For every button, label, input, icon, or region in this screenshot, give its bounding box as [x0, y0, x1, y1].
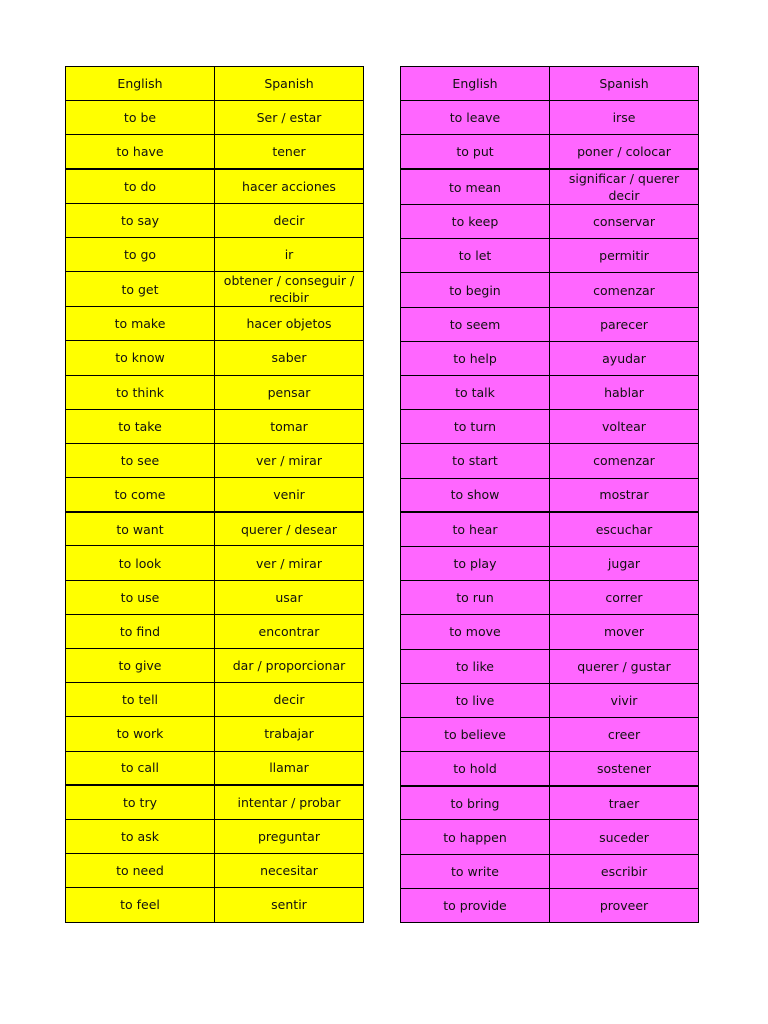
english-verb-cell: to hold [401, 752, 550, 786]
spanish-translation-cell: parecer [550, 307, 699, 341]
spanish-translation-cell: trabajar [215, 717, 364, 751]
spanish-translation-cell: decir [215, 683, 364, 717]
table-row [66, 272, 364, 307]
english-verb-cell: to do [66, 169, 215, 203]
english-verb-cell: to talk [401, 376, 550, 410]
spanish-translation-cell: sentir [215, 888, 364, 922]
table-row [66, 580, 364, 614]
spanish-translation-cell: conservar [550, 205, 699, 239]
spanish-translation-cell: correr [550, 581, 699, 615]
english-verb-cell: to ask [66, 819, 215, 853]
table-row [66, 751, 364, 785]
spanish-translation-cell: preguntar [215, 819, 364, 853]
table-row [401, 615, 699, 649]
english-verb-cell: to come [66, 478, 215, 512]
spanish-translation-cell: ver / mirar [215, 546, 364, 580]
header-spanish: Spanish [215, 67, 364, 101]
table-row [66, 203, 364, 237]
spanish-translation-cell: significar / querer decir [550, 169, 699, 205]
english-verb-cell: to play [401, 546, 550, 580]
english-verb-cell: to turn [401, 410, 550, 444]
english-verb-cell: to use [66, 580, 215, 614]
spanish-translation-cell: escribir [550, 854, 699, 888]
spanish-translation-cell: hablar [550, 376, 699, 410]
english-verb-cell: to try [66, 785, 215, 819]
table-row [66, 135, 364, 169]
english-verb-cell: to seem [401, 307, 550, 341]
english-verb-cell: to find [66, 614, 215, 648]
spanish-translation-cell: querer / desear [215, 512, 364, 546]
table-row [401, 135, 699, 169]
vocabulary-table-right [400, 66, 699, 923]
table-row [401, 717, 699, 751]
spanish-translation-cell: irse [550, 101, 699, 135]
spanish-translation-cell: ir [215, 237, 364, 271]
table-row [401, 512, 699, 546]
english-verb-cell: to say [66, 203, 215, 237]
table-row [401, 546, 699, 580]
table-row [401, 820, 699, 854]
spanish-translation-cell: sostener [550, 752, 699, 786]
table-row [66, 888, 364, 922]
english-verb-cell: to work [66, 717, 215, 751]
spanish-translation-cell: suceder [550, 820, 699, 854]
english-verb-cell: to think [66, 375, 215, 409]
english-verb-cell: to mean [401, 169, 550, 205]
spanish-translation-cell: tener [215, 135, 364, 169]
english-verb-cell: to start [401, 444, 550, 478]
table-row [401, 205, 699, 239]
table-row [66, 717, 364, 751]
table-row [401, 410, 699, 444]
table-row [401, 273, 699, 307]
table-row [401, 683, 699, 717]
header-english: English [401, 67, 550, 101]
spanish-translation-cell: necesitar [215, 854, 364, 888]
table-row [401, 239, 699, 273]
spanish-translation-cell: creer [550, 717, 699, 751]
english-verb-cell: to keep [401, 205, 550, 239]
table-row [401, 854, 699, 888]
table-row [66, 443, 364, 477]
spanish-translation-cell: mover [550, 615, 699, 649]
english-verb-cell: to be [66, 101, 215, 135]
spanish-translation-cell: proveer [550, 888, 699, 922]
table-row [66, 307, 364, 341]
english-verb-cell: to help [401, 341, 550, 375]
english-verb-cell: to know [66, 341, 215, 375]
table-row [66, 683, 364, 717]
english-verb-cell: to feel [66, 888, 215, 922]
table-row [66, 375, 364, 409]
english-verb-cell: to want [66, 512, 215, 546]
table-row [66, 478, 364, 512]
spanish-translation-cell: hacer objetos [215, 307, 364, 341]
english-verb-cell: to happen [401, 820, 550, 854]
table-row [401, 752, 699, 786]
spanish-translation-cell: decir [215, 203, 364, 237]
english-verb-cell: to take [66, 409, 215, 443]
table-row [66, 512, 364, 546]
spanish-translation-cell: comenzar [550, 444, 699, 478]
table-row [66, 409, 364, 443]
english-verb-cell: to run [401, 581, 550, 615]
spanish-translation-cell: pensar [215, 375, 364, 409]
table-row [66, 101, 364, 135]
table-row [401, 101, 699, 135]
spanish-translation-cell: mostrar [550, 478, 699, 512]
english-verb-cell: to need [66, 854, 215, 888]
spanish-translation-cell: poner / colocar [550, 135, 699, 169]
table-row [401, 581, 699, 615]
english-verb-cell: to write [401, 854, 550, 888]
table-row [401, 649, 699, 683]
spanish-translation-cell: saber [215, 341, 364, 375]
english-verb-cell: to let [401, 239, 550, 273]
table-row [66, 546, 364, 580]
table-row [401, 307, 699, 341]
english-verb-cell: to see [66, 443, 215, 477]
spanish-translation-cell: tomar [215, 409, 364, 443]
spanish-translation-cell: venir [215, 478, 364, 512]
english-verb-cell: to give [66, 649, 215, 683]
table-row [66, 341, 364, 375]
spanish-translation-cell: jugar [550, 546, 699, 580]
table-row [66, 169, 364, 203]
english-verb-cell: to make [66, 307, 215, 341]
english-verb-cell: to begin [401, 273, 550, 307]
table-row [401, 341, 699, 375]
english-verb-cell: to leave [401, 101, 550, 135]
spanish-translation-cell: ayudar [550, 341, 699, 375]
english-verb-cell: to like [401, 649, 550, 683]
english-verb-cell: to get [66, 272, 215, 307]
table-header-row [401, 67, 699, 101]
spanish-translation-cell: voltear [550, 410, 699, 444]
table-row [401, 888, 699, 922]
spanish-translation-cell: dar / proporcionar [215, 649, 364, 683]
english-verb-cell: to go [66, 237, 215, 271]
english-verb-cell: to have [66, 135, 215, 169]
header-english: English [66, 67, 215, 101]
english-verb-cell: to move [401, 615, 550, 649]
table-row [66, 819, 364, 853]
english-verb-cell: to hear [401, 512, 550, 546]
spanish-translation-cell: Ser / estar [215, 101, 364, 135]
table-row [401, 376, 699, 410]
table-row [66, 854, 364, 888]
vocabulary-table-left [65, 66, 364, 923]
english-verb-cell: to call [66, 751, 215, 785]
spanish-translation-cell: obtener / conseguir / recibir [215, 272, 364, 307]
spanish-translation-cell: ver / mirar [215, 443, 364, 477]
english-verb-cell: to tell [66, 683, 215, 717]
spanish-translation-cell: permitir [550, 239, 699, 273]
spanish-translation-cell: usar [215, 580, 364, 614]
table-row [401, 169, 699, 205]
spanish-translation-cell: comenzar [550, 273, 699, 307]
table-row [66, 614, 364, 648]
table-row [401, 444, 699, 478]
spanish-translation-cell: encontrar [215, 614, 364, 648]
table-row [66, 785, 364, 819]
table-row [401, 786, 699, 820]
spanish-translation-cell: hacer acciones [215, 169, 364, 203]
spanish-translation-cell: llamar [215, 751, 364, 785]
english-verb-cell: to show [401, 478, 550, 512]
spanish-translation-cell: escuchar [550, 512, 699, 546]
english-verb-cell: to provide [401, 888, 550, 922]
table-header-row [66, 67, 364, 101]
english-verb-cell: to bring [401, 786, 550, 820]
spanish-translation-cell: traer [550, 786, 699, 820]
english-verb-cell: to believe [401, 717, 550, 751]
spanish-translation-cell: vivir [550, 683, 699, 717]
english-verb-cell: to live [401, 683, 550, 717]
english-verb-cell: to put [401, 135, 550, 169]
spanish-translation-cell: intentar / probar [215, 785, 364, 819]
table-row [401, 478, 699, 512]
english-verb-cell: to look [66, 546, 215, 580]
header-spanish: Spanish [550, 67, 699, 101]
table-row [66, 237, 364, 271]
spanish-translation-cell: querer / gustar [550, 649, 699, 683]
table-row [66, 649, 364, 683]
